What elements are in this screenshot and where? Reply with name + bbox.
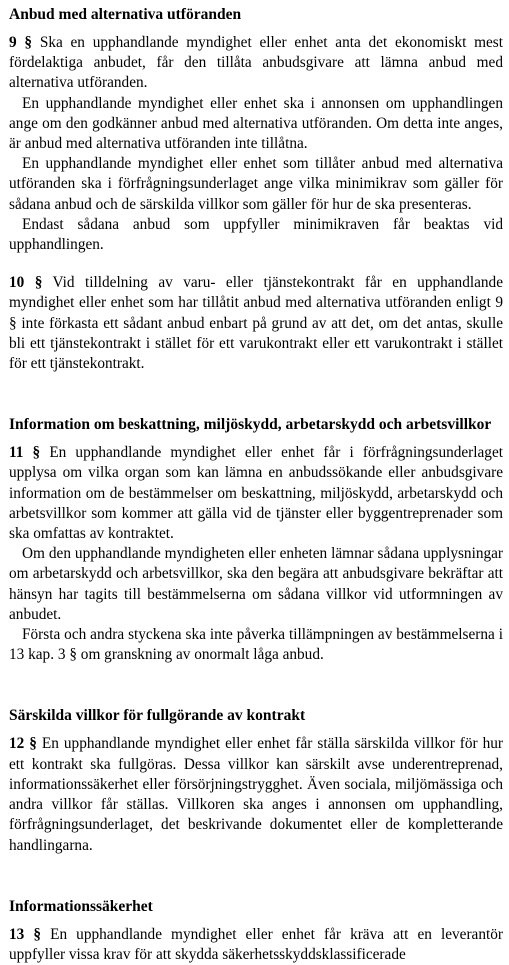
paragraph-11-stycke-2: Om den upphandlande myndigheten eller enheten lämnar sådana upplysningar om arbetarskydd och arbetsvillkor, ska den begära att anbudsgivare bekräftar att hänsyn har tagits till bestämmelserna om sådana villkor vid utformningen av anbudet. [9, 545, 503, 623]
paragraph-11 [9, 443, 503, 544]
section-heading-sarskilda-villkor: Särskilda villkor för fullgörande av kontrakt [9, 707, 306, 725]
section-heading-alternativa-utforanden: Anbud med alternativa utföranden [9, 6, 242, 23]
paragraph-text: Vid tilldelning av varu- eller tjänstekontrakt får en upphandlande myndighet eller enhet som har tillåtit anbud med alternativa utföranden enligt 9 § inte förkasta ett sådant anbud enbart på grund av att det, om det antas, skulle bli ett tjänstekontrakt i stället för ett varukontrakt eller ett varukontrakt i stället för ett tjänstekontrakt. [9, 274, 503, 373]
paragraph-text: En upphandlande myndighet eller enhet får kräva att en leverantör uppfyller vissa krav för att skydda säkerhetsskyddsklassificerade [9, 925, 503, 963]
document-page [9, 4, 503, 965]
paragraph-text: En upphandlande myndighet eller enhet får i förfrågningsunderlaget upplysa om vilka organ som kan lämna en anbudssökande eller anbudsgivare information om de bestämmelser om beskattning, miljöskydd, arbetarskydd och arbetsvillkor som kommer att gälla vid de tjänster eller byggentreprenader som ska omfattas av kontraktet. [9, 444, 503, 543]
paragraph-9-stycke-2: En upphandlande myndighet eller enhet ska i annonsen om upphandlingen ange om den godkänner anbud med alternativa utföranden. Om detta inte anges, är anbud med alternativa utföranden inte tillåtna. [9, 94, 503, 153]
paragraph-text: Ska en upphandlande myndighet eller enhet anta det ekonomiskt mest fördelaktiga anbudet, får den tillåta anbudsgivare att lämna anbud med alternativa utföranden. [9, 34, 503, 92]
paragraph-12 [9, 734, 503, 855]
paragraph-text: En upphandlande myndighet eller enhet får ställa särskilda villkor för hur ett kontrakt ska fullgöras. Dessa villkor kan särskilt avse underentreprenad, informationssäkerhet eller försörjningstrygghet. Även sociala, miljömässiga och andra villkor får ställas. Villkoren ska anges i annonsen om upphandling, förfrågningsunderlaget, det beskrivande dokumentet eller de kompletterande handlingarna. [9, 735, 503, 854]
section-number: 10 § [9, 274, 43, 292]
section-number: 13 § [9, 925, 42, 943]
section-heading-informationssakerhet: Informationssäkerhet [9, 897, 153, 915]
paragraph-10 [9, 273, 503, 374]
section-number: 9 § [9, 34, 33, 51]
paragraph-9-stycke-3: En upphandlande myndighet eller enhet som tillåter anbud med alternativa utföranden ska i förfrågningsunderlaget ange vilka minimikrav som gäller för sådana anbud och de särskilda villkor som gäller för hur de ska presenteras. [9, 155, 503, 213]
section-number: 12 § [9, 735, 37, 753]
paragraph-9 [9, 33, 503, 94]
paragraph-11-stycke-3: Första och andra styckena ska inte påverka tillämpningen av bestämmelserna i 13 kap. 3 § om granskning av onormalt låga anbud. [9, 626, 503, 664]
section-heading-information-beskattning: Information om beskattning, miljöskydd, arbetarskydd och arbetsvillkor [9, 416, 492, 434]
paragraph-9-stycke-4: Endast sådana anbud som uppfyller minimikraven får beaktas vid upphandlingen. [9, 215, 503, 254]
section-number: 11 § [9, 444, 41, 462]
paragraph-13 [9, 925, 503, 965]
